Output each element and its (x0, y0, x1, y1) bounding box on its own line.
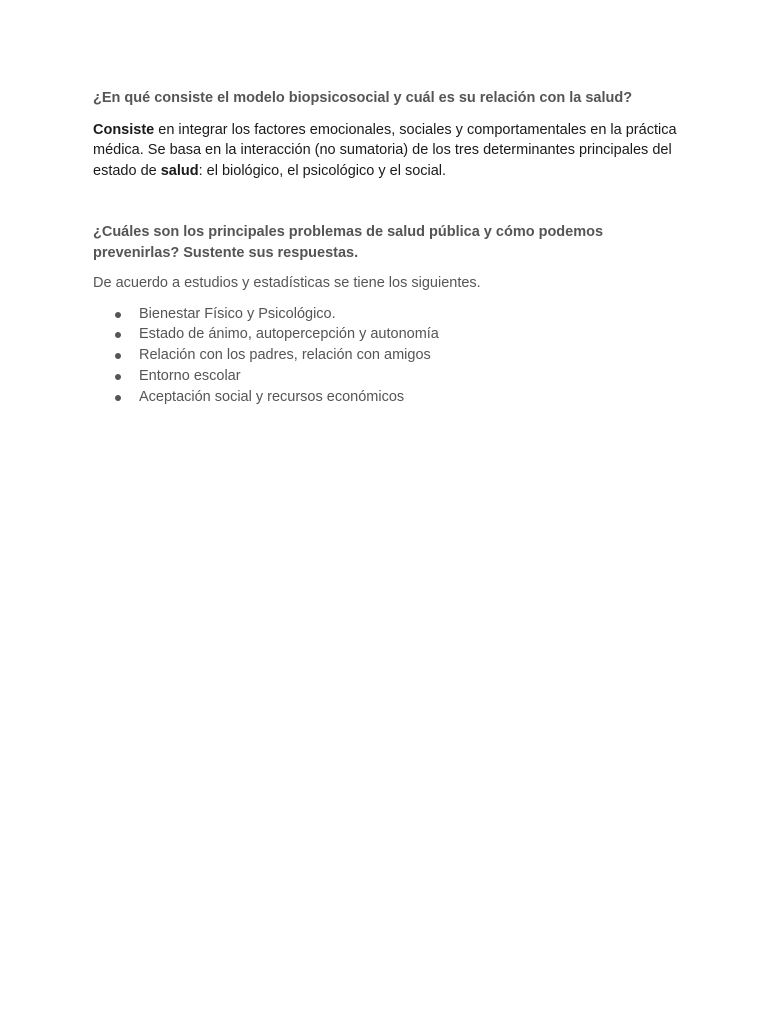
bullet-list (93, 304, 683, 408)
bullet-icon (115, 374, 121, 380)
answer-2-intro: De acuerdo a estudios y estadísticas se tiene los siguientes. (93, 275, 481, 291)
list-item-text: Bienestar Físico y Psicológico. (139, 305, 336, 322)
bullet-icon (115, 312, 121, 318)
answer-1-paragraph (93, 120, 683, 182)
answer-1-bold-start: Consiste (93, 121, 155, 138)
question-2-heading: ¿Cuáles son los principales problemas de salud pública y cómo podemos prevenirlas? Sustente sus respuestas. (93, 224, 604, 261)
list-item (93, 304, 683, 325)
list-item (93, 324, 683, 345)
list-item-text: Relación con los padres, relación con amigos (139, 347, 431, 364)
list-item (93, 387, 683, 408)
list-item (93, 345, 683, 366)
bullet-icon (115, 332, 121, 338)
document-page (93, 88, 683, 407)
answer-1-text-a: en integrar los factores emocionales, sociales y comportamentales en la práctica médica. Se basa en la interacción (no sumatoria) de los tres determinantes principales del estado de (93, 121, 677, 179)
bullet-icon (115, 395, 121, 401)
question-1-heading: ¿En qué consiste el modelo biopsicosocial y cuál es su relación con la salud? (93, 90, 633, 106)
list-item-text: Entorno escolar (139, 367, 241, 384)
list-item-text: Estado de ánimo, autopercepción y autonomía (139, 326, 439, 343)
list-item (93, 366, 683, 387)
answer-1-text-b: : el biológico, el psicológico y el social. (198, 162, 447, 179)
list-item-text: Aceptación social y recursos económicos (139, 388, 405, 405)
bullet-icon (115, 353, 121, 359)
answer-1-bold-mid: salud (160, 162, 199, 179)
